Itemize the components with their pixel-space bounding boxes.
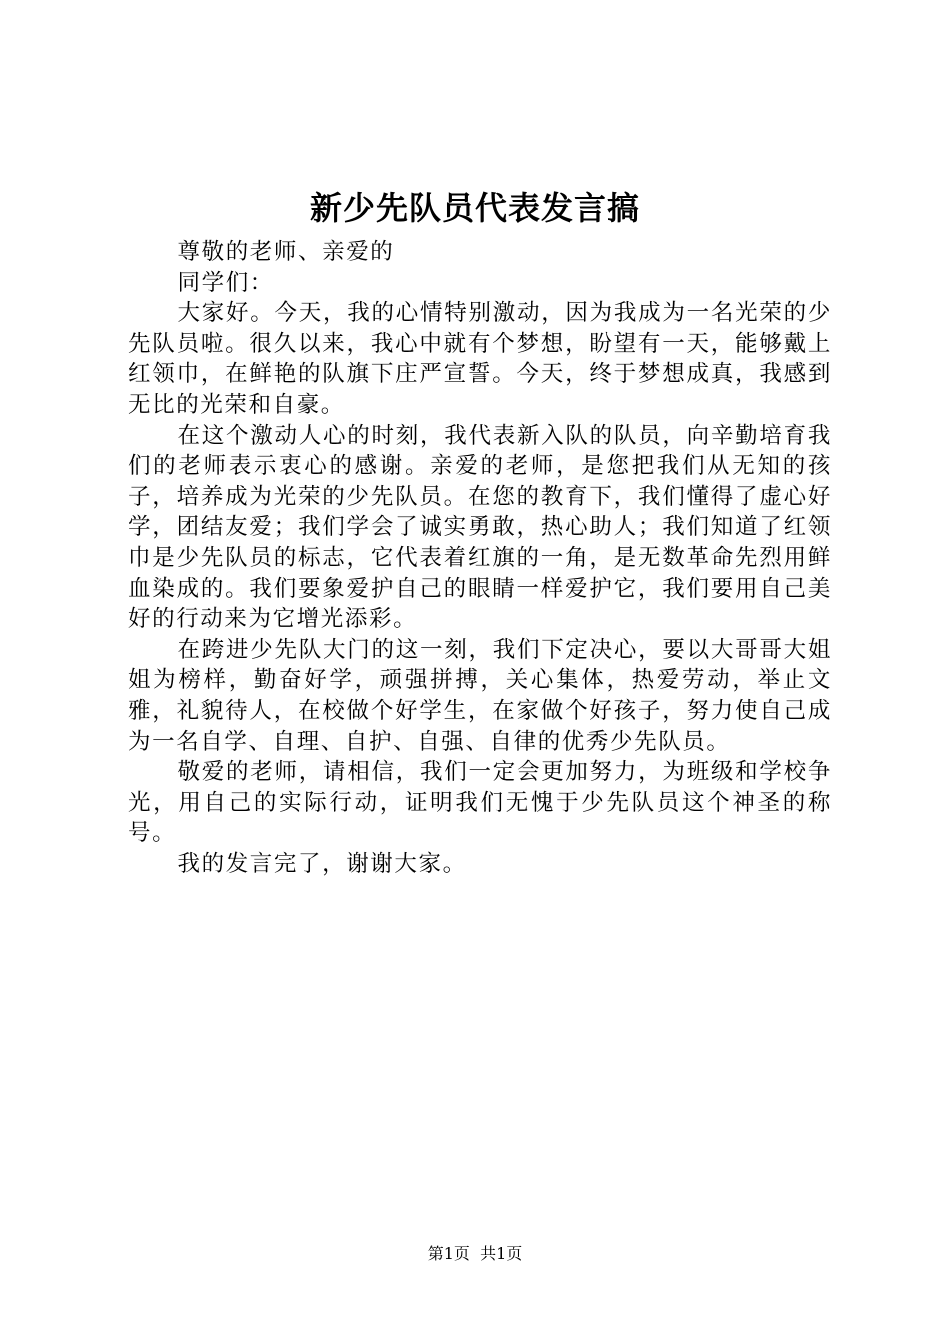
- page-number: 第1页: [427, 1244, 470, 1263]
- page-footer: [0, 1242, 950, 1266]
- paragraph-4: 敬爱的老师，请相信，我们一定会更加努力，为班级和学校争光，用自己的实际行动，证明我们无愧于少先队员这个神圣的称号。: [128, 759, 832, 847]
- paragraph-5: 我的发言完了，谢谢大家。: [177, 850, 467, 877]
- page-total: 共1页: [480, 1244, 523, 1263]
- document-title: 新少先队员代表发言搞: [309, 189, 640, 227]
- salutation-line-1: 尊敬的老师、亲爱的: [177, 239, 395, 265]
- paragraph-1: 大家好。今天，我的心情特别激动，因为我成为一名光荣的少先队员啦。很久以来，我心中就有个梦想，盼望有一天，能够戴上红领巾，在鲜艳的队旗下庄严宣誓。今天，终于梦想成真，我感到无比的光荣和自豪。: [128, 300, 832, 418]
- salutation-line-2: 同学们：: [177, 269, 274, 296]
- paragraph-2: 在这个激动人心的时刻，我代表新入队的队员，向辛勤培育我们的老师表示衷心的感谢。亲爱的老师，是您把我们从无知的孩子，培养成为光荣的少先队员。在您的教育下，我们懂得了虚心好学，团结友爱；我们学会了诚实勇敢，热心助人；我们知道了红领巾是少先队员的标志，它代表着红旗的一角，是无数革命先烈用鲜血染成的。我们要象爱护自己的眼睛一样爱护它，我们要用自己美好的行动来为它增光添彩。: [128, 422, 832, 633]
- document-body: [128, 237, 832, 879]
- paragraph-3: 在跨进少先队大门的这一刻，我们下定决心，要以大哥哥大姐姐为榜样，勤奋好学，顽强拼搏，关心集体，热爱劳动，举止文雅，礼貌待人，在校做个好学生，在家做个好孩子，努力使自己成为一名自学、自理、自护、自强、自律的优秀少先队员。: [128, 636, 832, 755]
